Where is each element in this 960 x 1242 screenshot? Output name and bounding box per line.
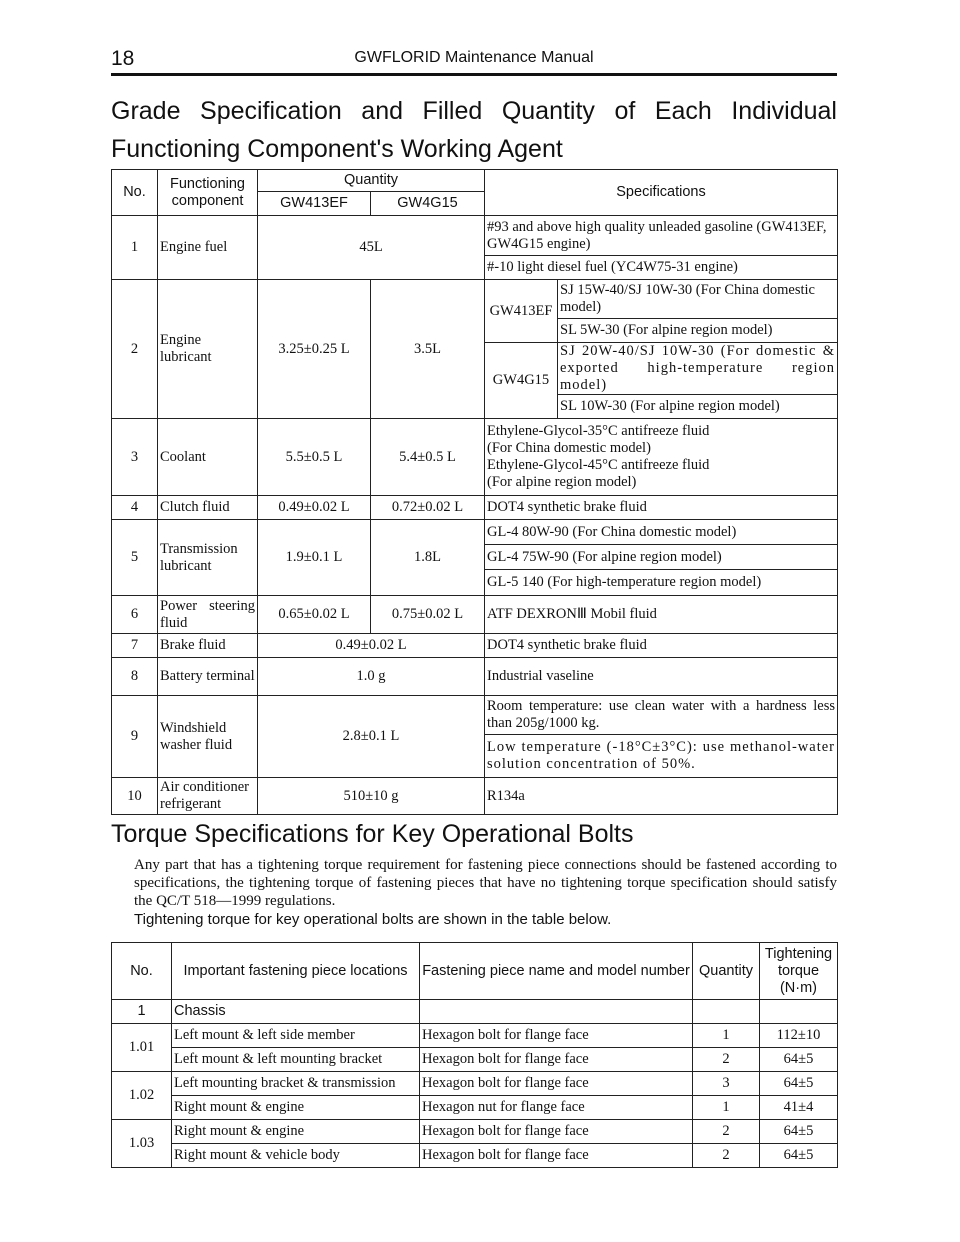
table-row-quantity: 2 [693, 1048, 760, 1072]
row7-component: Brake fluid [158, 634, 258, 658]
row2-no: 2 [112, 280, 158, 419]
t2-group-102-no: 1.02 [112, 1072, 172, 1120]
table-row-location: Left mounting bracket & transmission [172, 1072, 420, 1096]
row2-gw413ef-spec-1: SJ 15W-40/SJ 10W-30 (For China domestic model) [558, 280, 838, 319]
t2-group-103-no: 1.03 [112, 1120, 172, 1168]
t2-chassis-no: 1 [112, 1000, 172, 1024]
row3-qty-gw413ef: 5.5±0.5 L [258, 419, 371, 496]
row2-component: Engine lubricant [158, 280, 258, 419]
row10-spec: R134a [485, 778, 838, 815]
table-row-torque: 41±4 [760, 1096, 838, 1120]
row6-qty-gw4g15: 0.75±0.02 L [371, 596, 485, 634]
header-no: No. [112, 170, 158, 216]
t2-header-fastener: Fastening piece name and model number [420, 943, 693, 1000]
row10-quantity: 510±10 g [258, 778, 485, 815]
table-row-torque: 64±5 [760, 1048, 838, 1072]
t2-header-location: Important fastening piece locations [172, 943, 420, 1000]
page-header [111, 47, 837, 76]
table-row-fastener: Hexagon bolt for flange face [420, 1120, 693, 1144]
table-row-torque: 64±5 [760, 1072, 838, 1096]
row1-component: Engine fuel [158, 216, 258, 280]
row7-spec: DOT4 synthetic brake fluid [485, 634, 838, 658]
header-specifications: Specifications [485, 170, 838, 216]
t2-header-quantity: Quantity [693, 943, 760, 1000]
row5-spec-1: GL-4 80W-90 (For China domestic model) [485, 520, 838, 545]
t2-header-torque [760, 943, 838, 1000]
row2-gw4g15-spec-1: SJ 20W-40/SJ 10W-30 (For domestic & exported high-temperature region model) [558, 343, 838, 395]
row1-no: 1 [112, 216, 158, 280]
row9-spec-2: Low temperature (-18°C±3°C): use methanol-water solution concentration of 50%. [485, 735, 838, 778]
t2-header-torque-line-3: (N·m) [779, 979, 818, 996]
row1-spec-2: #-10 light diesel fuel (YC4W75-31 engine) [485, 256, 838, 280]
section-title-grade-specification: Grade Specification and Filled Quantity of Each Individual Functioning Component's Working Agent [111, 97, 837, 163]
table-row-fastener: Hexagon bolt for flange face [420, 1072, 693, 1096]
table-row-quantity: 2 [693, 1144, 760, 1168]
row6-spec: ATF DEXRONⅢ Mobil fluid [485, 596, 838, 634]
row9-no: 9 [112, 696, 158, 778]
table-row-torque: 64±5 [760, 1120, 838, 1144]
row3-spec [485, 419, 838, 496]
table-row-quantity: 1 [693, 1096, 760, 1120]
header-quantity: Quantity [258, 170, 485, 192]
table-row-fastener: Hexagon bolt for flange face [420, 1144, 693, 1168]
t2-chassis-empty-1 [420, 1000, 693, 1024]
row5-no: 5 [112, 520, 158, 596]
table-row-torque: 64±5 [760, 1144, 838, 1168]
row2-qty-gw4g15: 3.5L [371, 280, 485, 419]
row5-qty-gw413ef: 1.9±0.1 L [258, 520, 371, 596]
table-row-location: Left mount & left side member [172, 1024, 420, 1048]
header-component: Functioning component [158, 170, 258, 216]
table-row-location: Right mount & vehicle body [172, 1144, 420, 1168]
row4-spec: DOT4 synthetic brake fluid [485, 496, 838, 520]
table-row-quantity: 3 [693, 1072, 760, 1096]
torque-intro-paragraph: Any part that has a tightening torque requirement for fastening piece connections should be fastened according to specifications, the tightening torque of fastening pieces that have no tightening torque specification should satisfy the QC/T 518—1999 regulations. [134, 857, 837, 909]
table-row-quantity: 1 [693, 1024, 760, 1048]
row10-component: Air conditioner refrigerant [158, 778, 258, 815]
row8-no: 8 [112, 658, 158, 696]
row5-component: Transmission lubricant [158, 520, 258, 596]
row3-no: 3 [112, 419, 158, 496]
row9-component: Windshield washer fluid [158, 696, 258, 778]
row2-qty-gw413ef: 3.25±0.25 L [258, 280, 371, 419]
row3-spec-line-2: (For China domestic model) [487, 440, 651, 456]
row8-component: Battery terminal [158, 658, 258, 696]
row6-no: 6 [112, 596, 158, 634]
row2-engine-gw4g15: GW4G15 [485, 343, 558, 419]
table-row-location: Right mount & engine [172, 1096, 420, 1120]
row2-gw4g15-spec-2: SL 10W-30 (For alpine region model) [558, 395, 838, 419]
row3-spec-line-3: Ethylene-Glycol-45°C antifreeze fluid [487, 457, 710, 473]
header-gw413ef: GW413EF [258, 192, 371, 216]
t2-chassis-empty-3 [760, 1000, 838, 1024]
row3-component: Coolant [158, 419, 258, 496]
row3-spec-line-1: Ethylene-Glycol-35°C antifreeze fluid [487, 423, 710, 439]
row10-no: 10 [112, 778, 158, 815]
table-row-location: Left mount & left mounting bracket [172, 1048, 420, 1072]
grade-specification-table [111, 169, 838, 815]
row9-quantity: 2.8±0.1 L [258, 696, 485, 778]
t2-chassis-label: Chassis [172, 1000, 420, 1024]
row4-qty-gw4g15: 0.72±0.02 L [371, 496, 485, 520]
table-row-torque: 112±10 [760, 1024, 838, 1048]
table-row-fastener: Hexagon bolt for flange face [420, 1024, 693, 1048]
torque-specification-table [111, 942, 838, 1168]
row8-spec: Industrial vaseline [485, 658, 838, 696]
row4-qty-gw413ef: 0.49±0.02 L [258, 496, 371, 520]
t2-header-torque-line-1: Tightening [764, 945, 833, 962]
row9-spec-1: Room temperature: use clean water with a hardness less than 205g/1000 kg. [485, 696, 838, 735]
row7-quantity: 0.49±0.02 L [258, 634, 485, 658]
t2-group-101-no: 1.01 [112, 1024, 172, 1072]
header-gw4g15: GW4G15 [371, 192, 485, 216]
row2-gw413ef-spec-2: SL 5W-30 (For alpine region model) [558, 319, 838, 343]
row4-no: 4 [112, 496, 158, 520]
manual-title: GWFLORID Maintenance Manual [354, 49, 594, 66]
row8-quantity: 1.0 g [258, 658, 485, 696]
t2-header-torque-line-2: torque [777, 962, 820, 979]
section-title-torque-specifications: Torque Specifications for Key Operational Bolts [111, 820, 634, 848]
row3-qty-gw4g15: 5.4±0.5 L [371, 419, 485, 496]
row1-quantity: 45L [258, 216, 485, 280]
row1-spec-1: #93 and above high quality unleaded gasoline (GW413EF, GW4G15 engine) [485, 216, 838, 256]
row5-spec-2: GL-4 75W-90 (For alpine region model) [485, 545, 838, 570]
t2-header-no: No. [112, 943, 172, 1000]
table-row-fastener: Hexagon bolt for flange face [420, 1048, 693, 1072]
torque-table-intro: Tightening torque for key operational bolts are shown in the table below. [134, 911, 612, 928]
table-row-quantity: 2 [693, 1120, 760, 1144]
row5-qty-gw4g15: 1.8L [371, 520, 485, 596]
table-row-fastener: Hexagon nut for flange face [420, 1096, 693, 1120]
table-row-location: Right mount & engine [172, 1120, 420, 1144]
row7-no: 7 [112, 634, 158, 658]
row3-spec-line-4: (For alpine region model) [487, 474, 637, 490]
t2-chassis-empty-2 [693, 1000, 760, 1024]
row5-spec-3: GL-5 140 (For high-temperature region model) [485, 570, 838, 596]
row4-component: Clutch fluid [158, 496, 258, 520]
row2-engine-gw413ef: GW413EF [485, 280, 558, 343]
row6-component: Power steering fluid [158, 596, 258, 634]
row6-qty-gw413ef: 0.65±0.02 L [258, 596, 371, 634]
page-number: 18 [111, 47, 135, 70]
